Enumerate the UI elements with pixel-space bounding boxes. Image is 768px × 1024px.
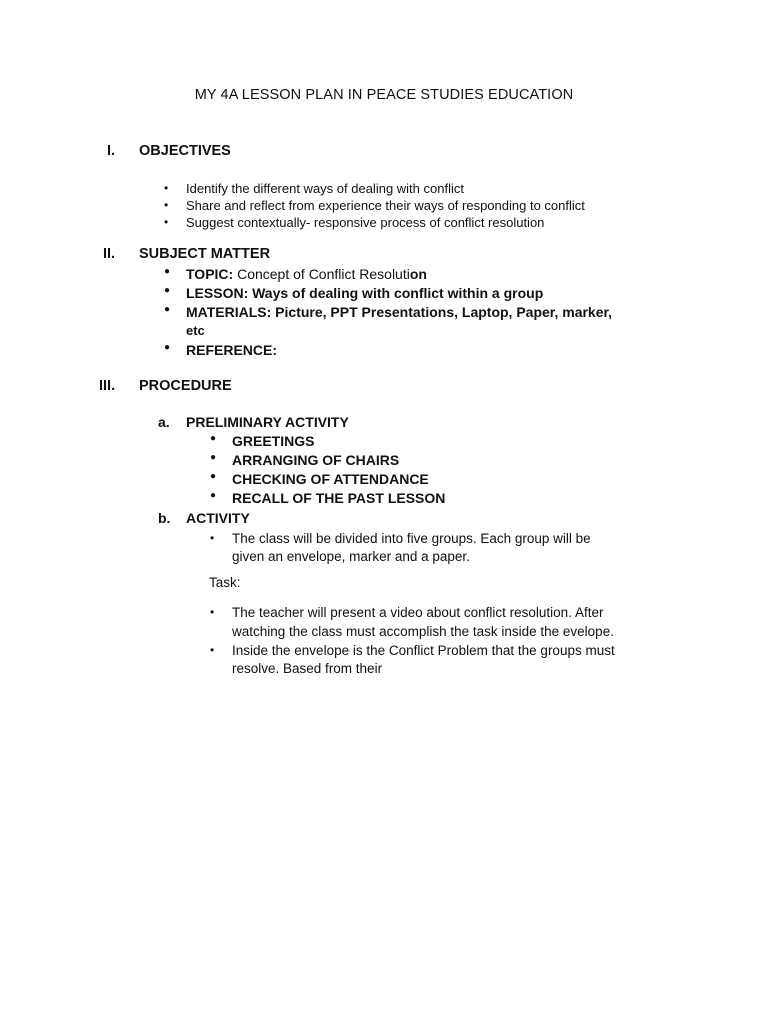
list-item: ● CHECKING OF ATTENDANCE: [210, 471, 429, 487]
section-numeral-objectives: I.: [107, 143, 116, 159]
list-item-continued: watching the class must accomplish the task inside the evelope.: [232, 624, 614, 639]
list-item-materials: ● MATERIALS: Picture, PPT Presentations, Laptop, Paper, marker,: [164, 304, 613, 320]
list-item-lesson: ● LESSON: Ways of dealing with conflict within a group: [164, 285, 544, 301]
subsection-heading-activity: ACTIVITY: [186, 510, 250, 526]
subsection-heading-preliminary: PRELIMINARY ACTIVITY: [186, 414, 349, 430]
bullet-icon: ●: [164, 342, 171, 353]
list-item: • The teacher will present a video about conflict resolution. After: [210, 605, 604, 620]
subsection-letter-b: b.: [158, 510, 171, 526]
list-item: • Share and reflect from experience their ways of responding to conflict: [164, 198, 585, 213]
list-item: ● RECALL OF THE PAST LESSON: [210, 490, 446, 506]
list-item: • The class will be divided into five groups. Each group will be: [210, 531, 591, 546]
list-item: • Inside the envelope is the Conflict Problem that the groups must: [210, 643, 615, 658]
section-heading-subject-matter: SUBJECT MATTER: [139, 246, 271, 262]
section-numeral-subject-matter: II.: [103, 246, 116, 262]
list-item-topic: ● TOPIC: Concept of Conflict Resolution: [164, 266, 427, 282]
subsection-letter-a: a.: [158, 414, 170, 430]
list-item: ● ARRANGING OF CHAIRS: [210, 452, 400, 468]
list-item-materials-continued: etc: [186, 323, 205, 338]
bullet-icon: ●: [210, 433, 217, 444]
bullet-icon: •: [164, 198, 169, 212]
bullet-icon: ●: [164, 285, 171, 296]
bullet-icon: •: [210, 643, 215, 657]
list-item-continued: given an envelope, marker and a paper.: [232, 549, 470, 564]
bullet-icon: ●: [210, 490, 217, 501]
task-label: Task:: [209, 575, 241, 590]
list-item: • Identify the different ways of dealing with conflict: [164, 181, 464, 196]
bullet-icon: •: [210, 605, 215, 619]
section-numeral-procedure: III.: [99, 378, 116, 394]
bullet-icon: •: [210, 531, 215, 545]
section-heading-procedure: PROCEDURE: [139, 378, 232, 394]
section-heading-objectives: OBJECTIVES: [139, 143, 231, 159]
bullet-icon: ●: [164, 266, 171, 277]
bullet-icon: ●: [164, 304, 171, 315]
bullet-icon: ●: [210, 452, 217, 463]
page-title: MY 4A LESSON PLAN IN PEACE STUDIES EDUCATION: [194, 87, 574, 103]
list-item: ● GREETINGS: [210, 433, 315, 449]
list-item-continued: resolve. Based from their: [232, 661, 383, 676]
bullet-icon: •: [164, 215, 169, 229]
list-item-reference: ● REFERENCE:: [164, 342, 278, 358]
bullet-icon: •: [164, 181, 169, 195]
bullet-icon: ●: [210, 471, 217, 482]
list-item: • Suggest contextually- responsive process of conflict resolution: [164, 215, 545, 230]
